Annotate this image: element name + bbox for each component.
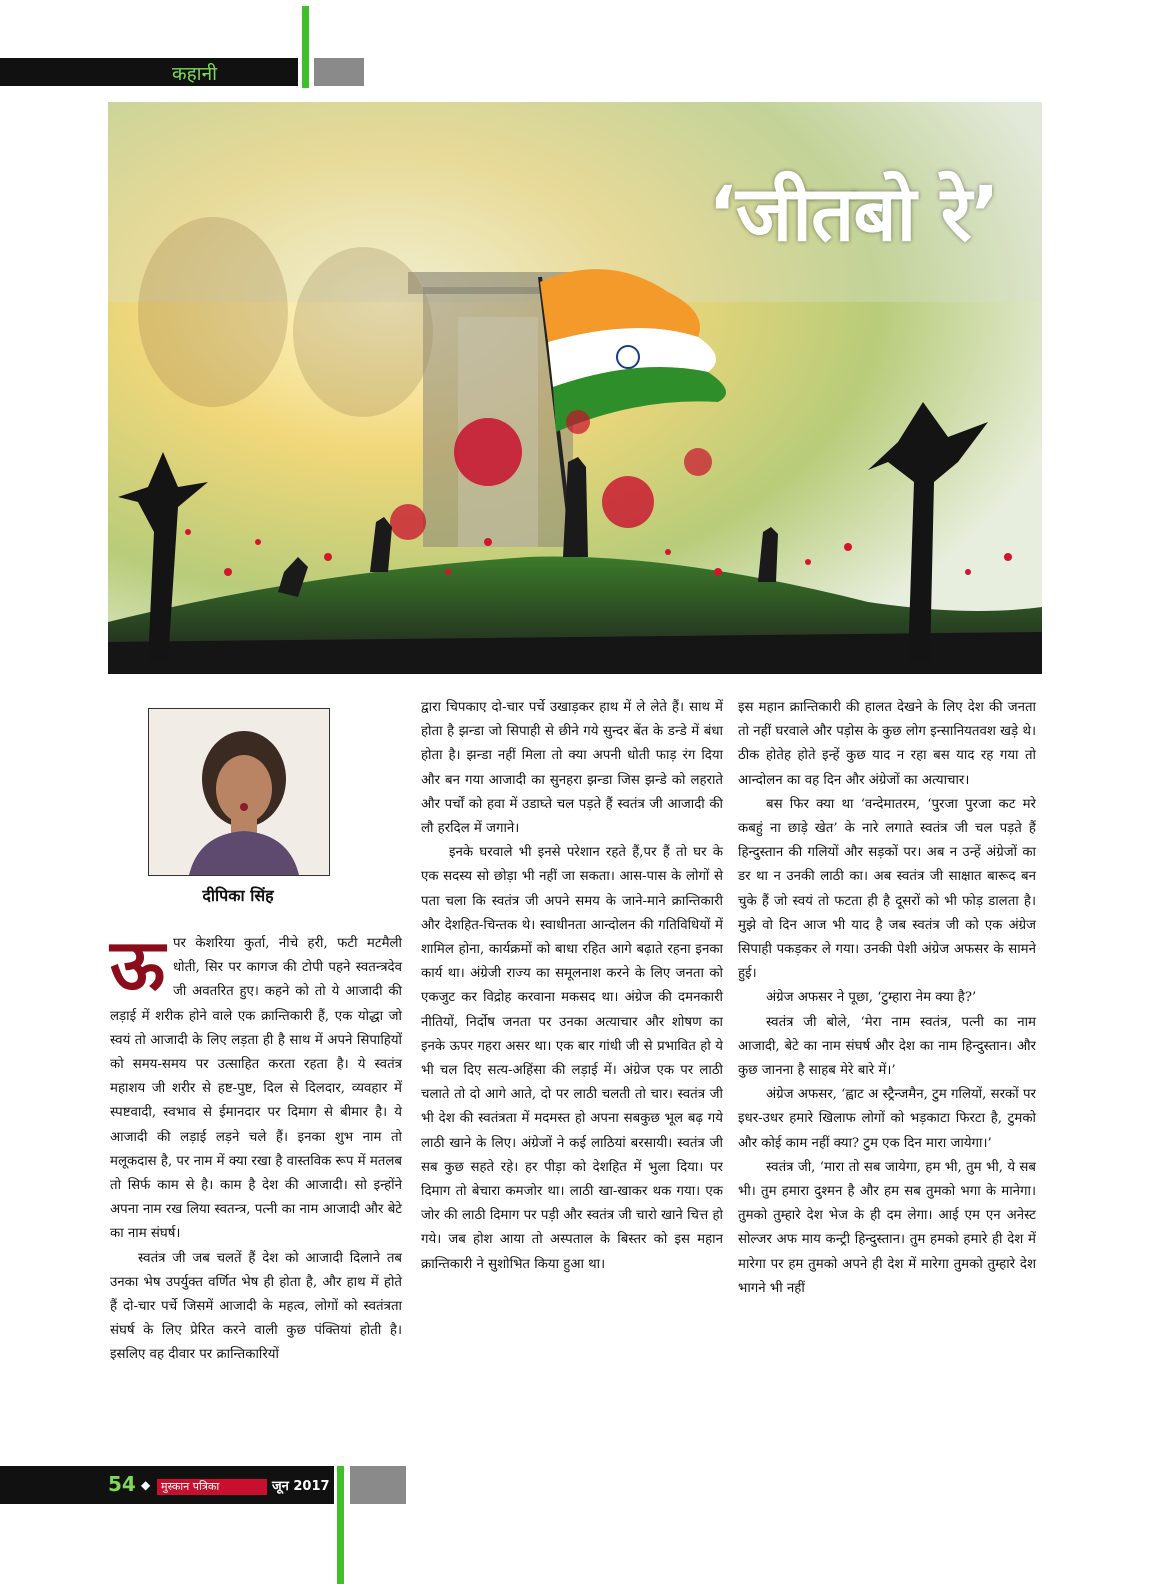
accent-green-rule [302, 6, 309, 88]
section-header-bar [0, 58, 298, 86]
paragraph: स्वतंत्र जी जब चलतें हैं देश को आजादी दिलाने तब उनका भेष उपर्युक्त वर्णित भेष ही होता है, और हाथ में होते हैं दो-चार पर्चे जिसमें आजादी के महत्व, लोगों को स्वतंत्रता संघर्ष के लिए प्रेरित करने वाली कुछ पंक्तियां होती है। इसलिए वह दीवार पर क्रान्तिकारियों [110, 1250, 402, 1363]
diamond-separator-icon: ◆ [141, 1478, 151, 1492]
header-gray-block [314, 58, 364, 86]
paragraph-text: पर केशरिया कुर्ता, नीचे हरी, फटी मटमैली धोती, सिर पर कागज की टोपी पहने स्वतन्त्रदेव जी अवतरित हुए। कहने को तो ये आजादी की लड़ाई में शरीक होने वाले एक क्रान्तिकारी हैं, एक योद्धा जो स्वयं तो आजादी के लिए लड़ता ही है साथ में अपने सिपाहियों को समय-समय पर उत्साहित करता रहता है। ये स्वतंत्र महाशय जी शरीर से हष्ट-पुष्ट, दिल से दिलदार, व्यवहार में स्पष्टवादी, स्वभाव से ईमानदार पर दिमाग से बीमार है। ये आजादी की लड़ाई लड़ने चले हैं। इनका शुभ नाम तो मलूकदास है, पर नाम में क्या रखा है वास्तविक रूप में मतलब तो सिर्फ काम से है। काम है देश की आजादी। सो इन्होंने अपना नाम रख लिया स्वतन्त्र, पत्नी का नाम आजादी और बेटे का नाम संघर्ष। [110, 936, 402, 1242]
article-column-3 [738, 696, 1036, 1301]
page-number: 54 [108, 1472, 136, 1496]
paragraph: स्वतंत्र जी बोले, ‘मेरा नाम स्वतंत्र, पत्नी का नाम आजादी, बेटे का नाम संघर्ष और देश का नाम हिन्दुस्तान। और कुछ जानना है साहब मेरे बारे में।’ [738, 1014, 1036, 1079]
drop-cap: ऊ [110, 924, 165, 1006]
paragraph: द्वारा चिपकाए दो-चार पर्चे उखाड़कर हाथ में ले लेते हैं। साथ में होता है झन्डा जो सिपाही से छीने गये सुन्दर बेंत के डन्डे में बंधा होता है। झन्डा नहीं मिला तो क्या अपनी धोती फाड़ रंग दिया और बन गया आजादी का सुनहरा झन्डा जिस झन्डे को लहराते और पर्चों को हवा में उडाघ्ते चल पड़ते हैं स्वतंत्र जी आजादी की लौ हरदिल में जगाने। [421, 700, 723, 837]
article-column-2 [421, 696, 723, 1277]
story-title: ‘जीतबो रे’ [708, 169, 999, 258]
paragraph [110, 924, 402, 1247]
author-portrait-icon [149, 709, 329, 875]
footer-gray-block [350, 1466, 406, 1504]
paragraph: अंग्रेज अफसर ने पूछा, ‘टुम्हारा नेम क्या है?’ [766, 990, 977, 1006]
paragraph: इनके घरवाले भी इनसे परेशान रहते हैं,पर हैं तो घर के एक सदस्य सो छोड़ा भी नहीं जा सकता। आस-पास के लोगों से पता चला कि स्वतंत्र जी अपने समय के जाने-माने क्रान्तिकारी और देशहित-चिन्तक थे। स्वाधीनता आन्दोलन की गतिविधियों में शामिल होना, कार्यक्रमों को बाधा रहित आगे बढ़ाते रहना इनका कार्य था। अंग्रेजी राज्य का समूलनाश करने के लिए जनता को एकजुट कर विद्रोह करवाना मकसद था। अंग्रेज की दमनकारी नीतियों, निर्दोष जनता पर उनका अत्याचार और शोषण का इनके ऊपर गहरा असर था। एक बार गांधी जी से प्रभावित हो ये भी चल दिए सत्य-अहिंसा की लड़ाई में। अंग्रेज एक पर लाठी चलाते तो दो आगे आते, दो पर लाठी चलती तो चार। स्वतंत्र जी भी देश की स्वतंत्रता में मदमस्त हो अपना सबकुछ भूल बढ़ गये लाठी खाने के लिए। अंग्रेजों ने कई लाठियां बरसायी। स्वतंत्र जी सब कुछ सहते रहे। हर पीड़ा को देशहित में भुला दिया। पर दिमाग तो बेचारा कमजोर था। लाठी खा-खाकर थक गया। एक जोर की लाठी दिमाग पर पड़ी और स्वतंत्र जी चारो खाने चित्त हो गये। जब होश आया तो अस्पताल के बिस्तर को इस महान क्रान्तिकारी ने सुशोभित किया हुआ था। [421, 845, 723, 1272]
author-photo [148, 708, 330, 876]
issue-date: जून 2017 [272, 1479, 330, 1494]
paragraph: अंग्रेज अफसर, ‘ह्वाट अ स्ट्रैन्जमैन, टुम गलियों, सरकों पर इधर-उधर हमारे खिलाफ लोगों को भड़काटा फिरटा है, टुमको और कोई काम नहीं क्या? टुम एक दिन मारा जायेगा।’ [738, 1087, 1036, 1151]
magazine-logo [157, 1479, 267, 1495]
paragraph: स्वतंत्र जी, ‘मारा तो सब जायेगा, हम भी, तुम भी, ये सब भी। तुम हमारा दुश्मन है और हम सब तुमको भगा के मानेगा। तुमको तुम्हारे देश भेज के ही दम लेगा। आई एम एन अनेस्ट सोल्जर अफ माय कन्ट्री हिन्दुस्तान। तुम हमको हमारे ही देश में मारेगा पर हम तुमको अपने ही देश में मारेगा तुमको तुम्हारे देश भागने भी नहीं [738, 1159, 1036, 1296]
article-column-1 [110, 924, 402, 1368]
hero-illustration [108, 102, 1042, 674]
magazine-name: मुस्कान पत्रिका [161, 1480, 220, 1493]
paragraph: इस महान क्रान्तिकारी की हालत देखने के लिए देश की जनता तो नहीं घरवाले और पड़ोस के कुछ लोग इन्सानियतवश खड़े थे। ठीक होतेह होते इन्हें कुछ याद न रहा बस याद रह गया तो आन्दोलन का वह दिन और अंग्रेजों का अत्याचार। [738, 700, 1036, 788]
accent-green-rule-footer [337, 1466, 344, 1584]
paragraph: बस फिर क्या था ‘वन्देमातरम, ‘पुरजा पुरजा कट मरे कबहुं ना छाड़े खेत’ के नारे लगाते स्वतंत्र जी चल पड़ते हैं हिन्दुस्तान की गलियों और सड़कों पर। अब न उन्हें अंग्रेजों का डर था न उनकी लाठी का। अब स्वतंत्र जी साक्षात बारूद बन चुके हैं जो स्वयं तो फटता ही है दूसरों को भी फोड़ डालता है। मुझे वो दिन आज भी याद है जब स्वतंत्र जी को एक अंग्रेज सिपाही पकड़कर ले गया। उनकी पेशी अंग्रेज अफसर के सामने हुई। [738, 796, 1036, 982]
author-name: दीपिका सिंह [202, 886, 274, 905]
section-label: कहानी [172, 63, 218, 85]
